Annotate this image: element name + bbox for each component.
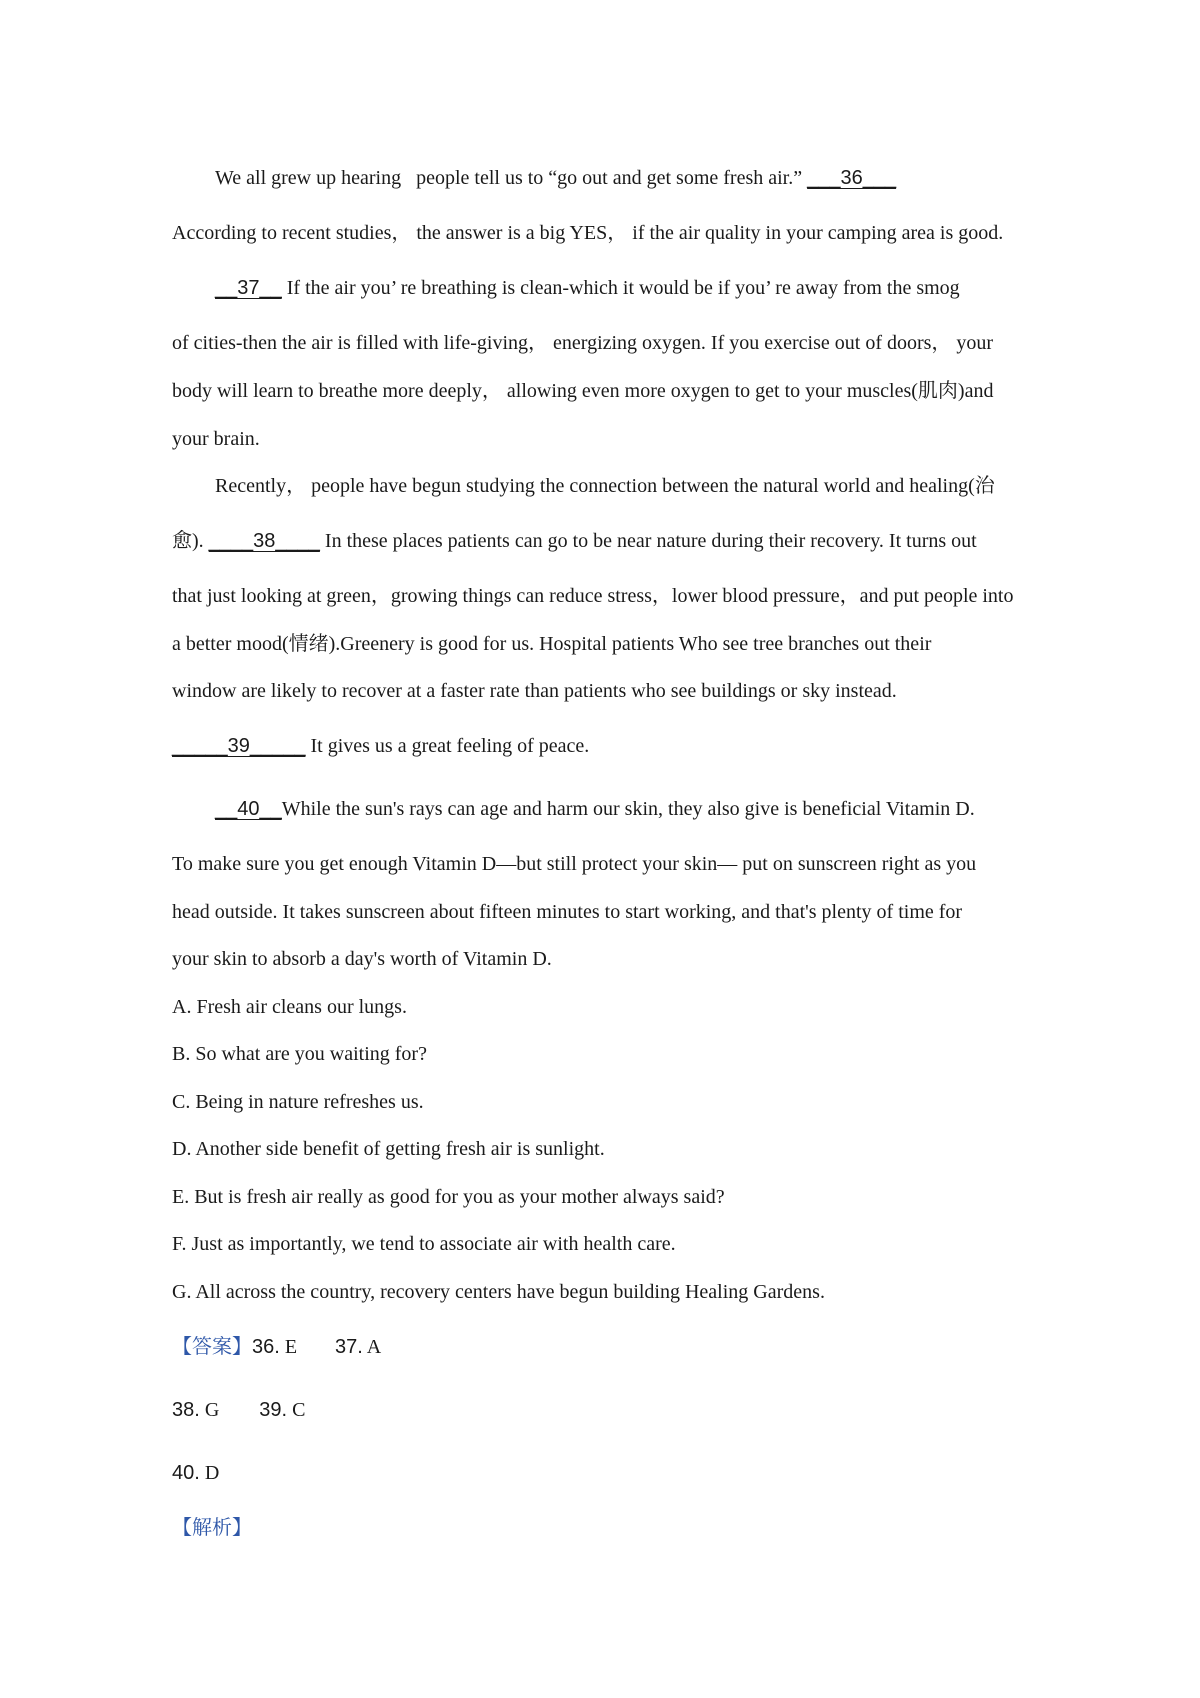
blank-38: ____38____: [208, 530, 320, 552]
passage-line: body will learn to breathe more deeply， allowing even more oxygen to get to your muscles(肌肉)and: [172, 380, 994, 402]
blank-40: __40__: [215, 798, 282, 820]
passage-text: 愈).: [172, 530, 209, 552]
option-b: B. So what are you waiting for?: [172, 1043, 427, 1065]
passage-line: your skin to absorb a day's worth of Vitamin D.: [172, 948, 552, 970]
answer-number: 39.: [259, 1399, 288, 1421]
passage-line: head outside. It takes sunscreen about fifteen minutes to start working, and that's plenty of time for: [172, 901, 963, 923]
option-d: D. Another side benefit of getting fresh air is sunlight.: [172, 1138, 605, 1160]
passage-line: your brain.: [172, 428, 260, 450]
answer-line: [172, 1459, 219, 1487]
blank-39: _____39_____: [172, 735, 306, 757]
answer-value: A: [362, 1336, 382, 1358]
passage-line: a better mood(情绪).Greenery is good for us. Hospital patients Who see tree branches out their: [172, 633, 932, 655]
option-e: E. But is fresh air really as good for you as your mother always said?: [172, 1186, 725, 1208]
passage-line: According to recent studies， the answer is a big YES， if the air quality in your camping area is good.: [172, 222, 1004, 244]
answer-value: D: [199, 1462, 220, 1484]
answer-label: 【答案】: [172, 1336, 252, 1358]
answer-line: [172, 1333, 381, 1361]
passage-line: [172, 732, 589, 760]
analysis-label: 【解析】: [172, 1517, 252, 1539]
passage-line: of cities-then the air is filled with life-giving， energizing oxygen. If you exercise out of doors， your: [172, 332, 994, 354]
passage-text: In these places patients can go to be near nature during their recovery. It turns out: [319, 530, 977, 552]
option-f: F. Just as importantly, we tend to associate air with health care.: [172, 1233, 676, 1255]
passage-text: We all grew up hearing people tell us to “go out and get some fresh air.”: [215, 167, 808, 189]
passage-line: [215, 274, 960, 302]
passage-line: [215, 795, 975, 823]
answer-value: E: [279, 1336, 298, 1358]
answer-number: 40.: [172, 1462, 200, 1484]
passage-line: [172, 527, 977, 555]
answer-value: C: [287, 1399, 306, 1421]
option-g: G. All across the country, recovery centers have begun building Healing Gardens.: [172, 1281, 825, 1303]
blank-36: ___36___: [807, 167, 897, 189]
answer-number: 38.: [172, 1399, 200, 1421]
passage-line: window are likely to recover at a faster rate than patients who see buildings or sky instead.: [172, 680, 897, 702]
passage-text: If the air you’ re breathing is clean-which it would be if you’ re away from the smog: [281, 277, 960, 299]
passage-text: It gives us a great feeling of peace.: [305, 735, 590, 757]
option-a: A. Fresh air cleans our lungs.: [172, 996, 407, 1018]
blank-37: __37__: [215, 277, 282, 299]
passage-line: Recently， people have begun studying the connection between the natural world and healing(治: [215, 475, 995, 497]
option-c: C. Being in nature refreshes us.: [172, 1091, 424, 1113]
answer-value: G: [199, 1399, 220, 1421]
passage-text: While the sun's rays can age and harm our skin, they also give is beneficial Vitamin D.: [281, 798, 975, 820]
answer-number: 37.: [335, 1336, 363, 1358]
passage-line: [215, 164, 896, 192]
answer-line: [172, 1396, 305, 1424]
answer-number: 36.: [252, 1336, 280, 1358]
passage-line: that just looking at green，growing things can reduce stress，lower blood pressure，and put people into: [172, 585, 1014, 607]
passage-line: To make sure you get enough Vitamin D—but still protect your skin— put on sunscreen right as you: [172, 853, 977, 875]
